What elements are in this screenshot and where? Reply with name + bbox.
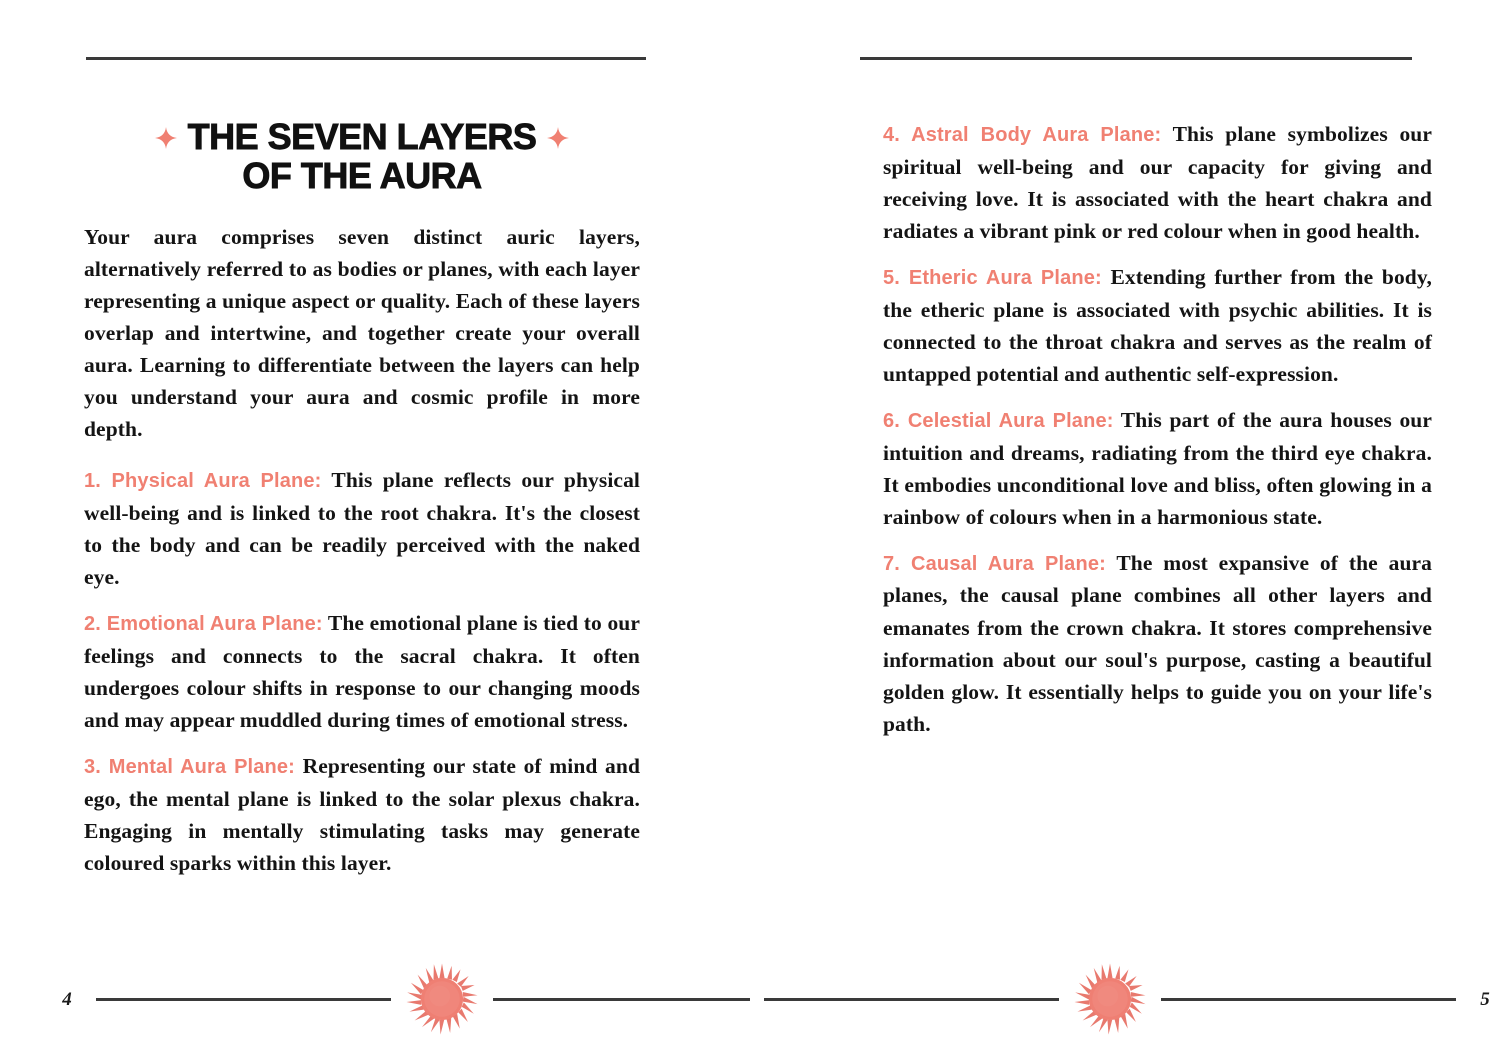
title-text-line-2: OF THE AURA — [242, 154, 482, 196]
list-item-text: Representing our state of mind and ego, the mental plane is linked to the solar plexus chakra. Engaging in mentally stimulating tasks may generate coloured sparks within this layer. — [84, 754, 640, 875]
list-item-lead: 6. Celestial Aura Plane: — [883, 409, 1114, 432]
list-item-text: This part of the aura houses our intuition and dreams, radiating from the third eye chakra. It embodies unconditional love and bliss, often glowing in a rainbow of colours when in a harmonious state. — [883, 407, 1432, 529]
right-page-footer — [750, 939, 1500, 1059]
right-page — [750, 0, 1500, 1059]
sparkle-icon-right — [547, 127, 569, 149]
page-title — [84, 118, 640, 195]
intro-paragraph: Your aura comprises seven distinct auric layers, alternatively referred to as bodies or planes, with each layer representing a unique aspect or quality. Each of these layers overlap and intertwine, and together create your overall aura. Learning to differentiate between the layers can help you understand your aura and cosmic profile in more depth. — [84, 225, 640, 442]
list-item-text: This plane reflects our physical well-being and is linked to the root chakra. It's the closest to the body and can be readily perceived with the naked eye. — [84, 468, 640, 590]
title-text-line-1: THE SEVEN LAYERS — [187, 116, 537, 157]
list-item-text: Extending further from the body, the etheric plane is associated with psychic abilities. It is connected to the throat chakra and serves as the realm of untapped potential and authentic self-expression. — [883, 264, 1433, 386]
footer-rule-left — [764, 998, 1059, 1001]
list-item-text: This plane symbolizes our spiritual well-being and our capacity for giving and receiving love. It is associated with the heart chakra and radiates a vibrant pink or red colour when in good health. — [883, 122, 1432, 243]
footer-rule-right — [493, 998, 788, 1001]
page-number: 5 — [1480, 989, 1490, 1010]
list-item-text: The emotional plane is tied to our feelings and connects to the sacral chakra. It often undergoes colour shifts in response to our changing moods and may appear muddled during times of emotional stress. — [84, 611, 640, 732]
title-line-1 — [84, 118, 640, 157]
list-item — [84, 464, 640, 593]
footer-rule-left — [96, 998, 391, 1001]
right-page-text-column — [883, 118, 1432, 740]
top-rule — [860, 57, 1412, 60]
list-item — [883, 261, 1432, 390]
left-page-footer — [0, 939, 802, 1059]
page-number: 4 — [62, 989, 72, 1010]
list-item-lead: 7. Causal Aura Plane: — [883, 552, 1106, 575]
list-item — [84, 607, 640, 736]
list-item-text: The most expansive of the aura planes, the causal plane combines all other layers and emanates from the crown chakra. It stores comprehensive information about our soul's purpose, casting a beautiful golden glow. It essentially helps to guide you on your life's path. — [883, 550, 1432, 736]
starburst-icon — [405, 962, 479, 1036]
list-item-lead: 5. Etheric Aura Plane: — [883, 266, 1102, 289]
footer-rule-right — [1161, 998, 1456, 1001]
list-item-lead: 1. Physical Aura Plane: — [84, 470, 322, 493]
list-item — [84, 750, 640, 879]
starburst-icon — [1073, 962, 1147, 1036]
list-item-lead: 2. Emotional Aura Plane: — [84, 613, 323, 636]
list-item — [883, 404, 1432, 533]
list-item — [883, 118, 1432, 247]
sparkle-icon-left — [155, 127, 177, 149]
list-item-lead: 3. Mental Aura Plane: — [84, 756, 295, 779]
list-item-lead: 4. Astral Body Aura Plane: — [883, 124, 1162, 146]
top-rule — [86, 57, 646, 60]
list-item — [883, 547, 1432, 740]
left-page-text-column — [84, 118, 640, 879]
